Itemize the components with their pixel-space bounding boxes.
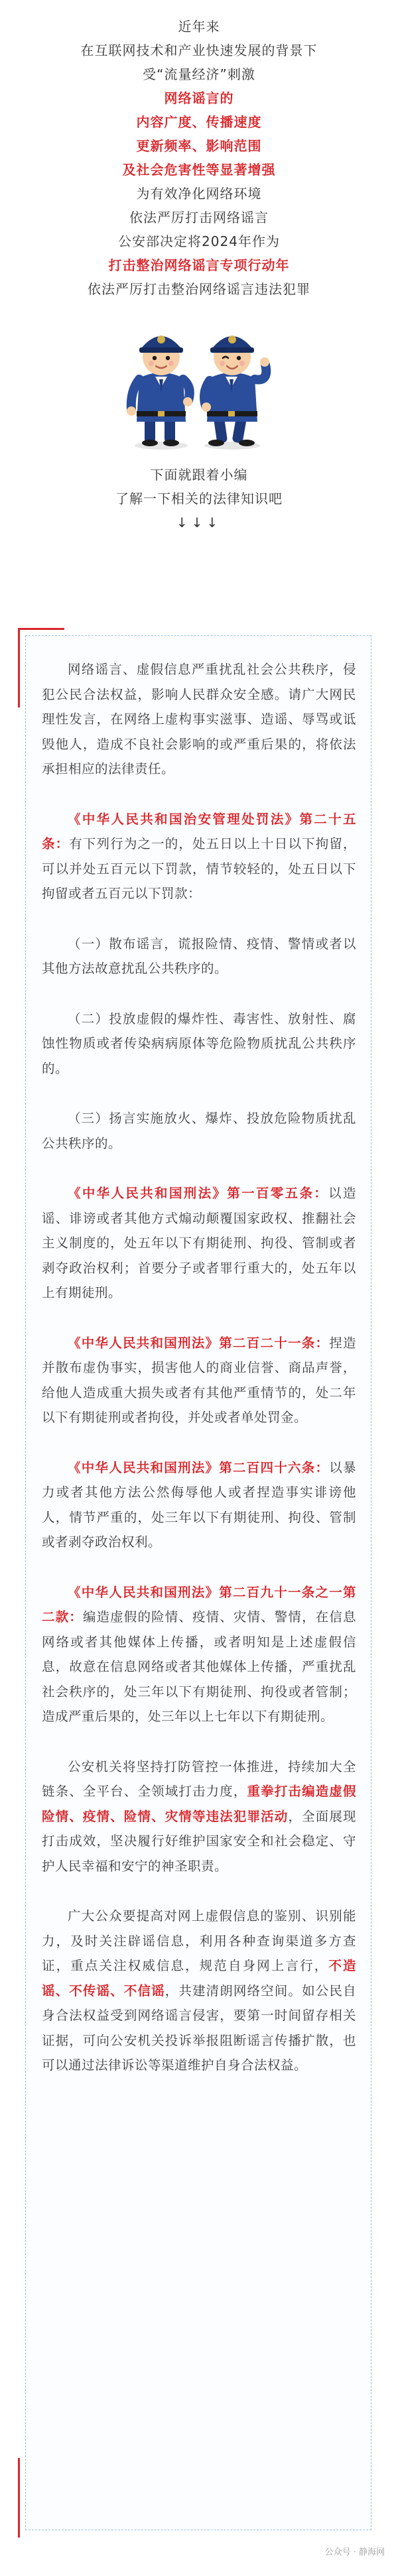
corner-accent <box>18 628 64 630</box>
transition-line: 了解一下相关的法律知识吧 <box>115 491 283 507</box>
intro-highlight-line: 打击整治网络谣言专项行动年 <box>108 257 290 273</box>
paragraph-text: （三）扬言实施放火、爆炸、投放危险物质扰乱公共秩序的。 <box>42 1111 356 1151</box>
legal-content <box>26 636 371 2078</box>
paragraph-text: 以暴力或者其他方法公然侮辱他人或者捏造事实诽谤他人，情节严重的，处三年以下有期徒刑、拘役、管制或者剥夺政治权利。 <box>42 1459 356 1550</box>
intro-line: 近年来 <box>178 19 220 34</box>
paragraph-text: 编造虚假的险情、疫情、灾情、警情，在信息网络或者其他媒体上传播，或者明知是上述虚假信息，故意在信息网络或者其他媒体上传播，严重扰乱社会秩序的，处三年以下有期徒刑、拘役或者管制；造成严重后果的，处三年以上七年以下有期徒刑。 <box>42 1609 356 1724</box>
law-citation: 《中华人民共和国刑法》第二百四十六条： <box>68 1459 330 1475</box>
law-citation: 《中华人民共和国刑法》第一百零五条： <box>68 1186 329 1201</box>
law-article-paragraph <box>42 1181 356 1306</box>
law-citation: 《中华人民共和国刑法》第二百九十一条之一第二款： <box>42 1584 356 1625</box>
intro-line: 公安部决定将2024年作为 <box>118 233 280 249</box>
paragraph-text: 网络谣言、虚假信息严重扰乱社会公共秩序，侵犯公民合法权益，影响人民群众安全感。请广大网民理性发言，在网络上虚构事实滋事、造谣、辱骂或诋毁他人，造成不良社会影响的或严重后果的，将依法承担相应的法律责任。 <box>42 662 356 776</box>
police-illustration <box>0 314 398 454</box>
police-officer-icon <box>194 318 273 451</box>
intro-line: 受“流量经济”刺激 <box>143 66 255 82</box>
law-article-paragraph <box>42 1331 356 1430</box>
paragraph-text: 有下列行为之一的，处五日以上十日以下拘留，可以并处五百元以下罚款，情节较轻的，处五日以下拘留或者五百元以下罚款： <box>42 836 356 901</box>
corner-accent <box>18 628 20 707</box>
law-citation: 《中华人民共和国刑法》第二百二十一条： <box>68 1335 330 1351</box>
law-article-paragraph <box>42 1455 356 1555</box>
intro-highlight-line: 内容广度、传播速度 <box>136 114 262 130</box>
down-arrows: ↓↓↓ <box>176 515 222 530</box>
intro-section <box>0 0 398 301</box>
legal-knowledge-box <box>25 635 371 2530</box>
police-commitment-paragraph: 公安机关将坚持打防管控一体推进，持续加大全链条、全平台、全领域打击力度，重拳打击编造虚假险情、疫情、险情、灾情等违法犯罪活动，全面展现打击成效，坚决履行好维护国家安全和社会稳定、守护人民幸福和安宁的神圣职责。 <box>42 1758 356 1874</box>
intro-line: 在互联网技术和产业快速发展的背景下 <box>80 42 318 58</box>
intro-highlight-line: 更新频率、影响范围 <box>136 138 262 154</box>
watermark: 公众号 · 静海网 <box>324 2547 385 2557</box>
legal-paragraph <box>42 1106 356 1156</box>
intro-line: 依法严厉打击网络谣言 <box>129 210 269 225</box>
legal-paragraph <box>42 1007 356 1081</box>
corner-accent <box>18 2458 20 2538</box>
law-article-paragraph <box>42 1580 356 1729</box>
public-advice-paragraph: 广大公众要提高对网上虚假信息的鉴别、识别能力，及时关注辟谣信息，利用各种查询渠道多方查证，重点关注权威信息，规范自身网上言行，不造谣、不传谣、不信谣，共建清朗网络空间。如公民自身合法权益受到网络谣言侵害，要第一时间留存相关证据，可向公安机关投诉举报阻断谣言传播扩散，也可以通过法律诉讼等渠道维护自身合法权益。 <box>42 1908 356 2073</box>
intro-highlight-line: 及社会危害性等显著增强 <box>122 162 276 178</box>
transition-text <box>0 463 398 534</box>
transition-line: 下面就跟着小编 <box>150 467 248 483</box>
paragraph-text: 捏造并散布虚伪事实，损害他人的商业信誉、商品声誉，给他人造成重大损失或者有其他严重情节的，处二年以下有期徒刑或者拘役，并处或者单处罚金。 <box>42 1335 356 1425</box>
law-citation: 《中华人民共和国治安管理处罚法》第二十五条： <box>42 811 356 851</box>
law-article-paragraph <box>42 807 356 906</box>
legal-paragraph <box>42 932 356 981</box>
intro-line: 为有效净化网络环境 <box>136 186 262 202</box>
intro-highlight-line: 网络谣言的 <box>164 90 234 106</box>
paragraph-text: 以造谣、诽谤或者其他方式煽动颠覆国家政权、推翻社会主义制度的，处五年以下有期徒刑、拘役、管制或者剥夺政治权利；首要分子或者罪行重大的，处五年以上有期徒刑。 <box>42 1186 356 1300</box>
paragraph-text: （一）散布谣言，谎报险情、疫情、警情或者以其他方法故意扰乱公共秩序的。 <box>42 936 356 976</box>
legal-paragraph <box>42 657 356 782</box>
paragraph-text: （二）投放虚假的爆炸性、毒害性、放射性、腐蚀性物质或者传染病病原体等危险物质扰乱公共秩序的。 <box>42 1011 356 1076</box>
highlight-text: 不造谣、不传谣、不信谣 <box>42 1958 356 1998</box>
police-officer-icon <box>125 318 198 451</box>
intro-line: 依法严厉打击整治网络谣言违法犯罪 <box>88 281 310 297</box>
highlight-text: 重拳打击编造虚假险情、疫情、险情、灾情等违法犯罪活动 <box>42 1784 356 1824</box>
